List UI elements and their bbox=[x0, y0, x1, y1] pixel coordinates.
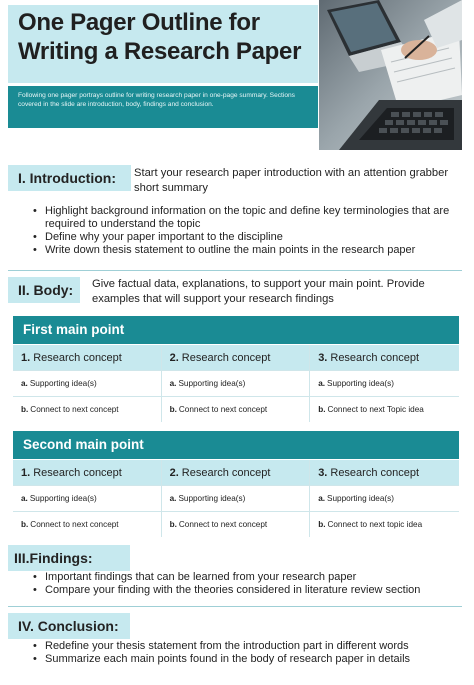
section-divider bbox=[8, 270, 462, 271]
concept-cell bbox=[310, 460, 459, 485]
item-letter: a. bbox=[21, 379, 28, 388]
body-label: II. Body: bbox=[8, 277, 80, 303]
connect-cell bbox=[13, 397, 162, 422]
supporting-cell bbox=[310, 486, 459, 511]
concept-number: 2. bbox=[169, 467, 179, 479]
item-letter: a. bbox=[169, 494, 177, 503]
table-row bbox=[13, 511, 459, 537]
first-main-point-table bbox=[13, 316, 459, 422]
intro-text: Following one pager portrays outline for writing research paper in one-page summary. Sections covered in the slide are introduction, body, findings and conclusion. bbox=[18, 92, 295, 108]
supporting-text: Supporting idea(s) bbox=[327, 494, 394, 503]
item-letter: b. bbox=[21, 520, 29, 529]
photo-illustration bbox=[319, 0, 462, 150]
connect-text: Connect to next topic idea bbox=[327, 520, 423, 529]
list-item: • Important findings that can be learned from your research paper bbox=[30, 571, 462, 584]
conclusion-bullets bbox=[30, 640, 462, 666]
conclusion-label: IV. Conclusion: bbox=[8, 613, 130, 639]
table-row bbox=[13, 344, 459, 370]
supporting-text: Supporting idea(s) bbox=[178, 379, 246, 388]
concept-number: 3. bbox=[318, 352, 328, 364]
findings-label: III.Findings: bbox=[8, 545, 130, 571]
supporting-text: Supporting idea(s) bbox=[327, 379, 394, 388]
concept-cell bbox=[13, 460, 162, 485]
item-letter: a. bbox=[169, 379, 177, 388]
list-item: • Redefine your thesis statement from the introduction part in different words bbox=[30, 640, 462, 653]
concept-text: Research concept bbox=[330, 352, 420, 364]
table-row bbox=[13, 396, 459, 422]
connect-cell bbox=[310, 512, 459, 537]
concept-text: Research concept bbox=[181, 352, 271, 364]
connect-text: Connect to next concept bbox=[30, 405, 119, 414]
introduction-bullets bbox=[30, 205, 462, 257]
item-letter: b. bbox=[318, 405, 326, 414]
supporting-text: Supporting idea(s) bbox=[29, 494, 97, 503]
introduction-description: Start your research paper introduction with an attention grabber short summary bbox=[134, 167, 449, 194]
concept-text: Research concept bbox=[181, 467, 271, 479]
concept-cell bbox=[310, 345, 459, 370]
supporting-cell bbox=[310, 371, 459, 396]
list-item: • Highlight background information on the topic and define key terminologies that are required to understand the topic bbox=[30, 205, 462, 231]
list-item: • Summarize each main points found in the body of research paper in details bbox=[30, 653, 462, 666]
concept-cell bbox=[162, 460, 311, 485]
concept-cell bbox=[162, 345, 311, 370]
connect-cell bbox=[13, 512, 162, 537]
supporting-text: Supporting idea(s) bbox=[29, 379, 97, 388]
item-letter: b. bbox=[169, 405, 177, 414]
list-item: • Compare your finding with the theories considered in literature review section bbox=[30, 584, 462, 597]
connect-text: Connect to next Topic idea bbox=[327, 405, 424, 414]
supporting-cell bbox=[162, 486, 311, 511]
connect-cell bbox=[310, 397, 459, 422]
connect-cell bbox=[162, 512, 311, 537]
concept-text: Research concept bbox=[330, 467, 420, 479]
concept-text: Research concept bbox=[33, 467, 122, 479]
introduction-label: I. Introduction: bbox=[8, 165, 131, 191]
second-main-point-heading: Second main point bbox=[13, 431, 459, 459]
table-row bbox=[13, 370, 459, 396]
page-title bbox=[18, 8, 318, 66]
table-row bbox=[13, 485, 459, 511]
list-item: • Write down thesis statement to outline the main points in the research paper bbox=[30, 244, 462, 257]
concept-number: 1. bbox=[21, 467, 31, 479]
first-main-point-heading: First main point bbox=[13, 316, 459, 344]
item-letter: b. bbox=[169, 520, 177, 529]
second-main-point-table bbox=[13, 431, 459, 537]
laptop-desk-photo bbox=[319, 0, 462, 150]
item-letter: a. bbox=[21, 494, 28, 503]
supporting-text: Supporting idea(s) bbox=[178, 494, 246, 503]
connect-text: Connect to next concept bbox=[178, 520, 268, 529]
body-description: Give factual data, explanations, to support your main point. Provide examples that will support your research findings bbox=[92, 278, 425, 305]
connect-text: Connect to next concept bbox=[178, 405, 268, 414]
item-letter: a. bbox=[318, 494, 326, 503]
concept-number: 2. bbox=[169, 352, 179, 364]
connect-text: Connect to next concept bbox=[30, 520, 119, 529]
supporting-cell bbox=[162, 371, 311, 396]
supporting-cell bbox=[13, 371, 162, 396]
item-letter: b. bbox=[318, 520, 326, 529]
concept-number: 3. bbox=[318, 467, 328, 479]
title-line-1: One Pager Outline for bbox=[18, 9, 260, 36]
item-letter: a. bbox=[318, 379, 326, 388]
connect-cell bbox=[162, 397, 311, 422]
title-line-2: Writing a Research Paper bbox=[18, 38, 302, 65]
concept-cell bbox=[13, 345, 162, 370]
item-letter: b. bbox=[21, 405, 29, 414]
page-header bbox=[0, 0, 474, 130]
table-row bbox=[13, 459, 459, 485]
concept-number: 1. bbox=[21, 352, 31, 364]
section-divider bbox=[8, 606, 462, 607]
list-item: • Define why your paper important to the discipline bbox=[30, 231, 462, 244]
supporting-cell bbox=[13, 486, 162, 511]
findings-bullets bbox=[30, 571, 462, 597]
concept-text: Research concept bbox=[33, 352, 122, 364]
